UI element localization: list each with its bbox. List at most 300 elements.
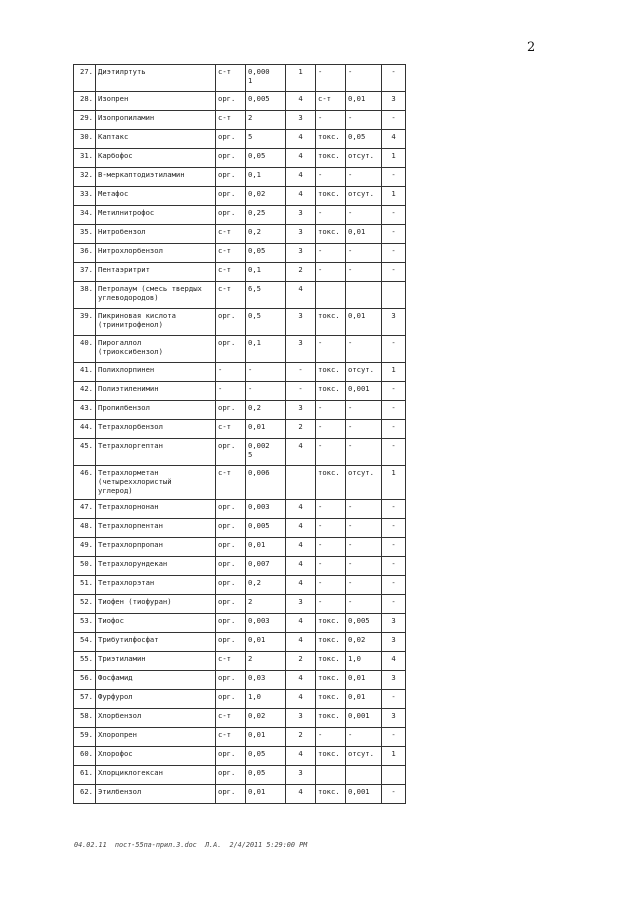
substance-name: Метафос <box>96 187 216 206</box>
hazard-class: 4 <box>286 671 316 690</box>
indicator-type: орг. <box>216 309 246 336</box>
indicator-type: - <box>216 382 246 401</box>
toxicity-sign: токс. <box>316 614 346 633</box>
secondary-limit: - <box>346 576 382 595</box>
secondary-class: - <box>382 557 406 576</box>
hazard-class: 1 <box>286 65 316 92</box>
indicator-type: орг. <box>216 92 246 111</box>
secondary-limit: - <box>346 401 382 420</box>
secondary-class: - <box>382 785 406 804</box>
substance-name: Триэтиламин <box>96 652 216 671</box>
hazard-class: 4 <box>286 500 316 519</box>
row-number: 31. <box>74 149 96 168</box>
indicator-type: с-т <box>216 225 246 244</box>
limit-value: 0,000 1 <box>246 65 286 92</box>
table-row <box>74 336 406 363</box>
row-number: 40. <box>74 336 96 363</box>
row-number: 51. <box>74 576 96 595</box>
toxicity-sign: - <box>316 111 346 130</box>
hazard-class: 4 <box>286 614 316 633</box>
toxicity-sign: токс. <box>316 709 346 728</box>
secondary-class: 1 <box>382 466 406 500</box>
hazard-class: 3 <box>286 111 316 130</box>
row-number: 48. <box>74 519 96 538</box>
toxicity-sign: - <box>316 576 346 595</box>
table-row <box>74 309 406 336</box>
hazard-class: 4 <box>286 557 316 576</box>
substance-name: Пропилбензол <box>96 401 216 420</box>
table-row <box>74 225 406 244</box>
limit-value: 0,2 <box>246 401 286 420</box>
limit-value: 0,02 <box>246 187 286 206</box>
secondary-limit: - <box>346 538 382 557</box>
limit-value: 5 <box>246 130 286 149</box>
hazard-class: 4 <box>286 130 316 149</box>
indicator-type: орг. <box>216 671 246 690</box>
row-number: 41. <box>74 363 96 382</box>
table-row <box>74 65 406 92</box>
secondary-limit: отсут. <box>346 466 382 500</box>
row-number: 60. <box>74 747 96 766</box>
secondary-limit: 0,01 <box>346 92 382 111</box>
limit-value: 0,1 <box>246 168 286 187</box>
table-row <box>74 382 406 401</box>
table-row <box>74 595 406 614</box>
table-row <box>74 766 406 785</box>
table-row <box>74 401 406 420</box>
table-row <box>74 747 406 766</box>
indicator-type: орг. <box>216 206 246 225</box>
substance-name: Тиофос <box>96 614 216 633</box>
indicator-type: орг. <box>216 439 246 466</box>
toxicity-sign: токс. <box>316 633 346 652</box>
limit-value: 0,1 <box>246 336 286 363</box>
substance-name: Тетрахлорметан (четыреххлористый углерод) <box>96 466 216 500</box>
limit-value: 0,2 <box>246 225 286 244</box>
row-number: 35. <box>74 225 96 244</box>
secondary-class: - <box>382 576 406 595</box>
hazard-class: - <box>286 382 316 401</box>
secondary-limit: - <box>346 595 382 614</box>
limit-value: 0,01 <box>246 785 286 804</box>
substance-name: Тетрахлорундекан <box>96 557 216 576</box>
hazard-class: 4 <box>286 519 316 538</box>
secondary-limit: 0,01 <box>346 225 382 244</box>
secondary-class: 4 <box>382 130 406 149</box>
row-number: 57. <box>74 690 96 709</box>
row-number: 27. <box>74 65 96 92</box>
hazard-class: 4 <box>286 187 316 206</box>
row-number: 52. <box>74 595 96 614</box>
substance-name: Пикриновая кислота (тринитрофенол) <box>96 309 216 336</box>
table-row <box>74 363 406 382</box>
table-row <box>74 633 406 652</box>
secondary-class: - <box>382 382 406 401</box>
limit-value: 0,002 5 <box>246 439 286 466</box>
hazard-class: 2 <box>286 263 316 282</box>
table-row <box>74 111 406 130</box>
hazard-class: 4 <box>286 168 316 187</box>
table-row <box>74 671 406 690</box>
indicator-type: орг. <box>216 168 246 187</box>
secondary-class: 3 <box>382 633 406 652</box>
secondary-limit: - <box>346 111 382 130</box>
row-number: 54. <box>74 633 96 652</box>
indicator-type: орг. <box>216 614 246 633</box>
toxicity-sign: токс. <box>316 363 346 382</box>
row-number: 45. <box>74 439 96 466</box>
secondary-class <box>382 282 406 309</box>
table-row <box>74 92 406 111</box>
table-row <box>74 785 406 804</box>
limit-value: 0,05 <box>246 766 286 785</box>
hazard-class: 3 <box>286 401 316 420</box>
limit-value: 2 <box>246 111 286 130</box>
table-row <box>74 420 406 439</box>
indicator-type: орг. <box>216 149 246 168</box>
secondary-limit: - <box>346 168 382 187</box>
limit-value: 0,006 <box>246 466 286 500</box>
limit-value: 0,5 <box>246 309 286 336</box>
substance-name: В-меркаптодиэтиламин <box>96 168 216 187</box>
hazard-class: 2 <box>286 728 316 747</box>
toxicity-sign: - <box>316 420 346 439</box>
substance-name: Изопропиламин <box>96 111 216 130</box>
limit-value: 0,01 <box>246 538 286 557</box>
indicator-type: орг. <box>216 401 246 420</box>
hazard-class: 4 <box>286 149 316 168</box>
secondary-limit: - <box>346 420 382 439</box>
indicator-type: с-т <box>216 244 246 263</box>
limit-value: 0,25 <box>246 206 286 225</box>
secondary-limit: 0,001 <box>346 709 382 728</box>
hazard-class: 4 <box>286 747 316 766</box>
indicator-type: орг. <box>216 500 246 519</box>
hazard-class: 4 <box>286 633 316 652</box>
secondary-class: 4 <box>382 652 406 671</box>
toxicity-sign: токс. <box>316 652 346 671</box>
limit-value: 0,03 <box>246 671 286 690</box>
limit-value: 0,02 <box>246 709 286 728</box>
limit-value: 0,1 <box>246 263 286 282</box>
secondary-class: 3 <box>382 309 406 336</box>
substance-name: Хлорофос <box>96 747 216 766</box>
indicator-type: с-т <box>216 65 246 92</box>
indicator-type: орг. <box>216 633 246 652</box>
hazard-class: 4 <box>286 439 316 466</box>
secondary-class: - <box>382 728 406 747</box>
indicator-type: - <box>216 363 246 382</box>
secondary-class: - <box>382 65 406 92</box>
table-row <box>74 282 406 309</box>
indicator-type: орг. <box>216 747 246 766</box>
hazard-class: 3 <box>286 766 316 785</box>
row-number: 37. <box>74 263 96 282</box>
indicator-type: с-т <box>216 420 246 439</box>
secondary-limit: - <box>346 263 382 282</box>
substance-name: Карбофос <box>96 149 216 168</box>
table-row <box>74 130 406 149</box>
secondary-class: - <box>382 225 406 244</box>
secondary-limit: 0,01 <box>346 309 382 336</box>
toxicity-sign: - <box>316 538 346 557</box>
substance-name: Полихлорпинен <box>96 363 216 382</box>
secondary-limit: - <box>346 728 382 747</box>
substance-name: Петролаум (смесь твердых углеводородов) <box>96 282 216 309</box>
indicator-type: орг. <box>216 130 246 149</box>
substance-name: Хлоропрен <box>96 728 216 747</box>
secondary-limit: отсут. <box>346 149 382 168</box>
toxicity-sign: - <box>316 401 346 420</box>
substance-name: Метилнитрофос <box>96 206 216 225</box>
secondary-limit: - <box>346 519 382 538</box>
substance-name: Хлорбензол <box>96 709 216 728</box>
indicator-type: орг. <box>216 595 246 614</box>
limit-value: 0,007 <box>246 557 286 576</box>
secondary-limit: - <box>346 500 382 519</box>
table-row <box>74 652 406 671</box>
indicator-type: с-т <box>216 728 246 747</box>
row-number: 44. <box>74 420 96 439</box>
indicator-type: орг. <box>216 576 246 595</box>
table-row <box>74 168 406 187</box>
indicator-type: с-т <box>216 652 246 671</box>
indicator-type: орг. <box>216 766 246 785</box>
substance-name: Нитрохлорбензол <box>96 244 216 263</box>
toxicity-sign: - <box>316 206 346 225</box>
limit-value: 0,05 <box>246 149 286 168</box>
secondary-limit: - <box>346 557 382 576</box>
toxicity-sign: - <box>316 728 346 747</box>
secondary-class: - <box>382 206 406 225</box>
toxicity-sign: токс. <box>316 149 346 168</box>
secondary-limit: 0,001 <box>346 382 382 401</box>
indicator-type: с-т <box>216 709 246 728</box>
table-row <box>74 263 406 282</box>
substance-name: Тиофен (тиофуран) <box>96 595 216 614</box>
substance-name: Трибутилфосфат <box>96 633 216 652</box>
substance-name: Хлорциклогексан <box>96 766 216 785</box>
row-number: 42. <box>74 382 96 401</box>
indicator-type: орг. <box>216 519 246 538</box>
row-number: 47. <box>74 500 96 519</box>
limit-value: 0,01 <box>246 728 286 747</box>
limit-value: 2 <box>246 652 286 671</box>
secondary-limit: отсут. <box>346 363 382 382</box>
toxicity-sign: - <box>316 65 346 92</box>
substance-name: Диэтилртуть <box>96 65 216 92</box>
footer-file-info: 04.02.11 пост-55па-прил.3.doc Л.А. 2/4/2011 5:29:00 PM <box>74 841 308 849</box>
secondary-class <box>382 766 406 785</box>
hazard-class: 2 <box>286 420 316 439</box>
secondary-limit: - <box>346 336 382 363</box>
secondary-class: 1 <box>382 187 406 206</box>
indicator-type: с-т <box>216 263 246 282</box>
row-number: 49. <box>74 538 96 557</box>
hazard-class: 3 <box>286 595 316 614</box>
limit-value: 0,01 <box>246 633 286 652</box>
hazard-class: 4 <box>286 92 316 111</box>
secondary-class: - <box>382 595 406 614</box>
toxicity-sign: - <box>316 439 346 466</box>
substance-name: Тетрахлорпропан <box>96 538 216 557</box>
toxicity-sign: токс. <box>316 671 346 690</box>
table-row <box>74 709 406 728</box>
limit-value: 2 <box>246 595 286 614</box>
hazard-class: 3 <box>286 336 316 363</box>
substance-name: Нитробензол <box>96 225 216 244</box>
hazard-class: 4 <box>286 785 316 804</box>
toxicity-sign: токс. <box>316 187 346 206</box>
hazard-class: 3 <box>286 206 316 225</box>
limit-value: 1,0 <box>246 690 286 709</box>
secondary-limit: 0,01 <box>346 690 382 709</box>
hazard-class: - <box>286 363 316 382</box>
row-number: 38. <box>74 282 96 309</box>
hazard-class: 2 <box>286 652 316 671</box>
hazard-class: 4 <box>286 690 316 709</box>
secondary-class: - <box>382 263 406 282</box>
secondary-limit: 1,0 <box>346 652 382 671</box>
secondary-limit: - <box>346 206 382 225</box>
secondary-limit: 0,005 <box>346 614 382 633</box>
substance-name: Этилбензол <box>96 785 216 804</box>
table-row <box>74 557 406 576</box>
indicator-type: орг. <box>216 538 246 557</box>
row-number: 28. <box>74 92 96 111</box>
row-number: 30. <box>74 130 96 149</box>
substance-name: Тетрахлоргептан <box>96 439 216 466</box>
table-row <box>74 690 406 709</box>
toxicity-sign: токс. <box>316 466 346 500</box>
secondary-limit: - <box>346 439 382 466</box>
secondary-limit: отсут. <box>346 747 382 766</box>
toxicity-sign: - <box>316 519 346 538</box>
toxicity-sign: токс. <box>316 747 346 766</box>
secondary-limit: 0,001 <box>346 785 382 804</box>
row-number: 32. <box>74 168 96 187</box>
secondary-class: 3 <box>382 92 406 111</box>
table-row <box>74 206 406 225</box>
indicator-type: орг. <box>216 187 246 206</box>
indicator-type: орг. <box>216 785 246 804</box>
secondary-class: - <box>382 401 406 420</box>
secondary-limit <box>346 282 382 309</box>
hazard-class <box>286 466 316 500</box>
secondary-limit: 0,01 <box>346 671 382 690</box>
limit-value: 0,05 <box>246 747 286 766</box>
table-row <box>74 538 406 557</box>
secondary-limit: отсут. <box>346 187 382 206</box>
table-row <box>74 244 406 263</box>
secondary-class: - <box>382 538 406 557</box>
toxicity-sign: токс. <box>316 690 346 709</box>
secondary-limit: 0,05 <box>346 130 382 149</box>
indicator-type: с-т <box>216 282 246 309</box>
limit-value: 0,05 <box>246 244 286 263</box>
indicator-type: орг. <box>216 336 246 363</box>
secondary-class: - <box>382 420 406 439</box>
secondary-limit <box>346 766 382 785</box>
substance-name: Тетрахлорбензол <box>96 420 216 439</box>
hazard-class: 3 <box>286 225 316 244</box>
table-row <box>74 614 406 633</box>
limit-value: 0,005 <box>246 519 286 538</box>
toxicity-sign: - <box>316 595 346 614</box>
toxicity-sign: токс. <box>316 225 346 244</box>
secondary-limit: 0,02 <box>346 633 382 652</box>
indicator-type: с-т <box>216 466 246 500</box>
limit-value: - <box>246 363 286 382</box>
limit-value: 0,005 <box>246 92 286 111</box>
toxicity-sign: - <box>316 336 346 363</box>
secondary-class: - <box>382 500 406 519</box>
hazard-class: 3 <box>286 244 316 263</box>
page-number: 2 <box>527 40 536 55</box>
secondary-class: - <box>382 690 406 709</box>
secondary-class: - <box>382 111 406 130</box>
indicator-type: орг. <box>216 557 246 576</box>
substance-name: Тетрахлорэтан <box>96 576 216 595</box>
table-row <box>74 500 406 519</box>
table-row <box>74 466 406 500</box>
row-number: 61. <box>74 766 96 785</box>
row-number: 43. <box>74 401 96 420</box>
substance-name: Каптакс <box>96 130 216 149</box>
row-number: 29. <box>74 111 96 130</box>
row-number: 50. <box>74 557 96 576</box>
toxicity-sign: - <box>316 557 346 576</box>
table-row <box>74 728 406 747</box>
row-number: 34. <box>74 206 96 225</box>
hazard-class: 3 <box>286 709 316 728</box>
row-number: 33. <box>74 187 96 206</box>
substance-name: Изопрен <box>96 92 216 111</box>
limit-value: 0,2 <box>246 576 286 595</box>
hazard-class: 4 <box>286 576 316 595</box>
table-row <box>74 439 406 466</box>
limit-value: 0,003 <box>246 614 286 633</box>
toxicity-sign <box>316 766 346 785</box>
secondary-class: 1 <box>382 747 406 766</box>
substances-table <box>73 64 406 804</box>
table-row <box>74 576 406 595</box>
row-number: 58. <box>74 709 96 728</box>
substance-name: Пентаэритрит <box>96 263 216 282</box>
secondary-class: - <box>382 244 406 263</box>
secondary-class: - <box>382 336 406 363</box>
substance-name: Фосфамид <box>96 671 216 690</box>
limit-value: 0,01 <box>246 420 286 439</box>
secondary-class: 1 <box>382 363 406 382</box>
toxicity-sign: с-т <box>316 92 346 111</box>
hazard-class: 3 <box>286 309 316 336</box>
indicator-type: орг. <box>216 690 246 709</box>
row-number: 59. <box>74 728 96 747</box>
row-number: 46. <box>74 466 96 500</box>
secondary-limit: - <box>346 244 382 263</box>
substance-name: Тетрахлорнонан <box>96 500 216 519</box>
toxicity-sign: - <box>316 500 346 519</box>
hazard-class: 4 <box>286 282 316 309</box>
limit-value: 0,003 <box>246 500 286 519</box>
table-row <box>74 187 406 206</box>
secondary-class: 3 <box>382 709 406 728</box>
secondary-limit: - <box>346 65 382 92</box>
toxicity-sign: - <box>316 168 346 187</box>
table-row <box>74 519 406 538</box>
indicator-type: с-т <box>216 111 246 130</box>
